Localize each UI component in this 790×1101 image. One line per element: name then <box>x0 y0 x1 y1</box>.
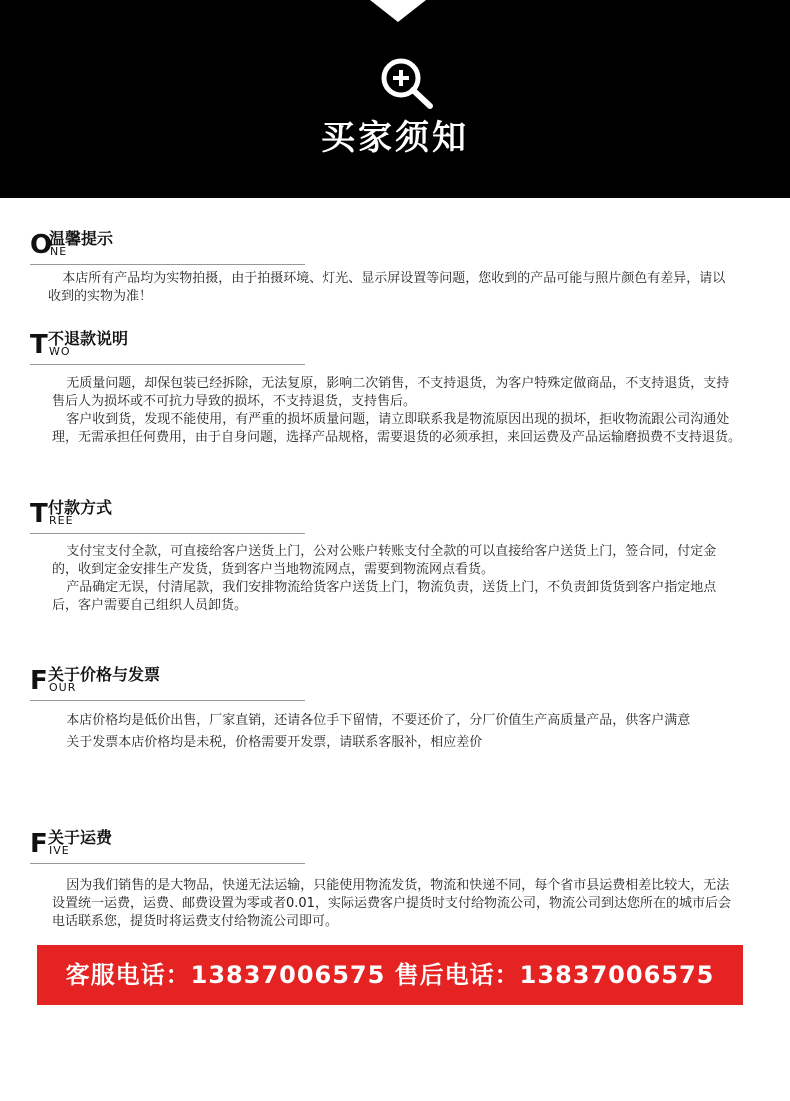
section-body <box>52 543 742 615</box>
paragraph: 产品确定无误，付清尾款，我们安排物流给货客户送货上门，物流负责，送货上门，不负责卸货货到客户指定地点后，客户需要自己组织人员卸货。 <box>52 580 717 613</box>
paragraph: 本店价格均是低价出售，厂家直销，还请各位手下留情，不要还价了，分厂价值生产高质量产品，供客户满意 <box>66 713 691 728</box>
section-body <box>52 712 742 752</box>
section-letter: T <box>30 330 48 360</box>
section-heading <box>30 228 305 268</box>
header-notch <box>370 0 426 22</box>
section-divider <box>30 364 305 365</box>
paragraph: 因为我们销售的是大物品，快递无法运输，只能使用物流发货，物流和快递不同，每个省市县运费相差比较大，无法设置统一运费，运费、邮费设置为零或者0.01，实际运费客户提货时支付给物流公司，物流公司到达您所在的城市后会电话联系您，提货时将运费支付给物流公司即可。 <box>52 878 731 929</box>
section-heading <box>30 664 305 704</box>
contact-phone-banner: 客服电话：13837006575 售后电话：13837006575 <box>37 945 743 1005</box>
paragraph: 关于发票本店价格均是未税，价格需要开发票，请联系客服补，相应差价 <box>66 735 483 750</box>
search-plus-icon <box>378 56 436 110</box>
section-body <box>48 270 738 306</box>
paragraph: 支付宝支付全款，可直接给客户送货上门，公对公账户转账支付全款的可以直接给客户送货上门，签合同，付定金的，收到定金安排生产发货，货到客户当地物流网点，需要到物流网点看货。 <box>52 544 717 577</box>
section-heading <box>30 328 305 368</box>
section-subtitle: NE <box>50 245 68 258</box>
section-divider <box>30 533 305 534</box>
section-divider <box>30 863 305 864</box>
section-letter: O <box>30 230 53 260</box>
section-letter: F <box>30 829 48 859</box>
section-divider <box>30 700 305 701</box>
section-title: 关于运费 <box>48 828 113 847</box>
section-body <box>52 375 742 447</box>
section-subtitle: REE <box>49 514 74 527</box>
section-title: 付款方式 <box>48 498 113 517</box>
paragraph: 无质量问题，却保包装已经拆除，无法复原，影响二次销售，不支持退货，为客户特殊定做商品，不支持退货，支持售后人为损坏或不可抗力导致的损坏，不支持退货，支持售后。 <box>52 376 730 409</box>
section-subtitle: WO <box>49 345 71 358</box>
paragraph: 客户收到货，发现不能使用，有严重的损坏质量问题，请立即联系我是物流原因出现的损坏，拒收物流跟公司沟通处理，无需承担任何费用，由于自身问题，选择产品规格，需要退货的必须承担，来回运费及产品运输磨损费不支持退货。 <box>52 412 742 445</box>
section-divider <box>30 264 305 265</box>
section-title: 不退款说明 <box>48 329 129 348</box>
header-banner <box>0 0 790 198</box>
section-subtitle: OUR <box>49 681 77 694</box>
page-title: 买家须知 <box>321 118 469 158</box>
section-title: 关于价格与发票 <box>48 665 161 684</box>
section-body <box>52 877 742 931</box>
section-title: 温馨提示 <box>49 229 114 248</box>
section-heading <box>30 497 305 537</box>
paragraph: 本店所有产品均为实物拍摄，由于拍摄环境、灯光、显示屏设置等问题，您收到的产品可能与照片颜色有差异，请以收到的实物为准！ <box>48 271 726 304</box>
section-heading <box>30 827 305 867</box>
section-letter: T <box>30 499 48 529</box>
section-subtitle: IVE <box>49 844 70 857</box>
section-letter: F <box>30 666 48 696</box>
